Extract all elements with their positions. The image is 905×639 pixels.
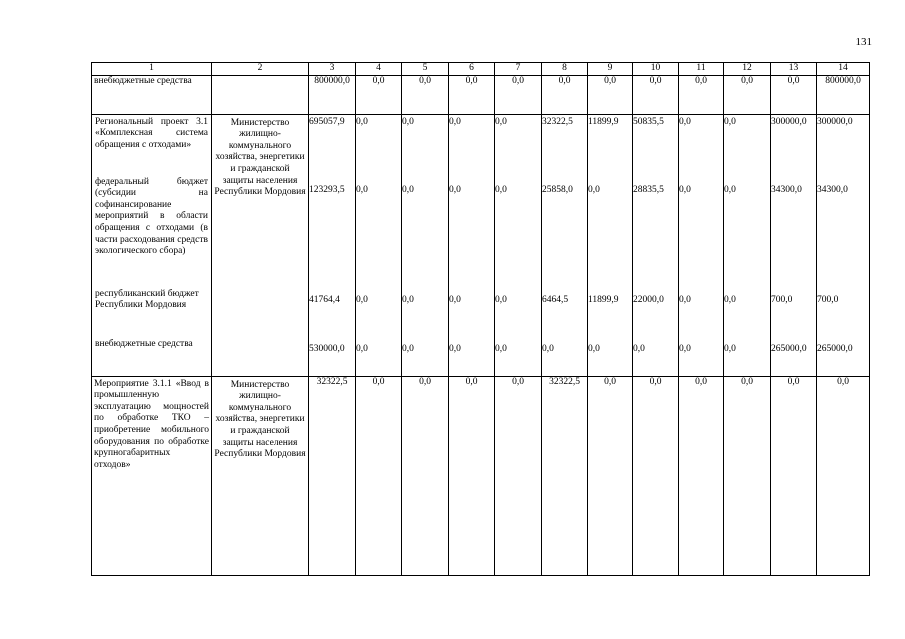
- value-column: [309, 114, 356, 376]
- responsible-executor: Министерство жилищно-коммунального хозяйства, энергетики и гражданской защиты населения Республики Мордовия: [212, 376, 309, 575]
- column-header: 4: [356, 63, 402, 76]
- value-cell: 0,0: [771, 376, 817, 575]
- value-cell: 34300,0: [771, 184, 802, 195]
- value-column: [356, 114, 402, 376]
- value-cell: 0,0: [402, 184, 414, 195]
- value-cell: 11899,9: [588, 116, 619, 127]
- value-cell: 0,0: [449, 294, 461, 305]
- row-label: федеральный бюджет (субсидии на софинансирование мероприятий в области обращения с отходами (в части расходования средств экологического сбора): [95, 176, 208, 257]
- value-cell: 0,0: [356, 376, 402, 575]
- value-cell: 0,0: [633, 376, 679, 575]
- row-label: Мероприятие 3.1.1 «Ввод в промышленную эксплуатацию мощностей по обработке ТКО – приобретение мобильного оборудования по обработке крупногабаритных отходов»: [92, 376, 212, 575]
- value-cell: 265000,0: [817, 343, 853, 354]
- row-label: Региональный проект 3.1 «Комплексная система обращения с отходами»: [95, 116, 208, 150]
- value-cell: 32322,5: [542, 116, 573, 127]
- value-cell: 0,0: [495, 184, 507, 195]
- value-column: [449, 114, 495, 376]
- value-cell: 0,0: [724, 294, 736, 305]
- value-cell: 800000,0: [817, 75, 870, 114]
- value-cell: 22000,0: [633, 294, 664, 305]
- value-cell: 300000,0: [817, 116, 853, 127]
- value-column: [817, 114, 870, 376]
- value-cell: 0,0: [679, 184, 691, 195]
- value-cell: 300000,0: [771, 116, 807, 127]
- value-cell: 0,0: [724, 184, 736, 195]
- value-cell: 0,0: [402, 294, 414, 305]
- value-cell: 0,0: [402, 75, 449, 114]
- value-cell: 0,0: [449, 75, 495, 114]
- value-column: [771, 114, 817, 376]
- column-header: 6: [449, 63, 495, 76]
- row-label: республиканский бюджет Республики Мордовия: [95, 288, 199, 311]
- value-cell: 0,0: [724, 75, 771, 114]
- value-cell: 0,0: [356, 184, 368, 195]
- value-cell: 6464,5: [542, 294, 569, 305]
- value-cell: 0,0: [495, 343, 507, 354]
- value-cell: 0,0: [449, 376, 495, 575]
- column-header: 1: [92, 63, 212, 76]
- value-cell: 0,0: [588, 184, 600, 195]
- value-cell: 0,0: [633, 343, 645, 354]
- value-cell: 0,0: [771, 75, 817, 114]
- value-cell: 0,0: [356, 343, 368, 354]
- budget-table: [91, 62, 870, 576]
- value-cell: 0,0: [356, 116, 368, 127]
- value-cell: 0,0: [449, 343, 461, 354]
- column-header: 5: [402, 63, 449, 76]
- value-cell: 0,0: [356, 75, 402, 114]
- value-cell: 695057,9: [309, 116, 345, 127]
- value-cell: 0,0: [495, 376, 542, 575]
- value-cell: 265000,0: [771, 343, 807, 354]
- value-cell: 800000,0: [309, 75, 356, 114]
- value-cell: 0,0: [724, 343, 736, 354]
- column-header: 13: [771, 63, 817, 76]
- value-cell: 700,0: [817, 294, 839, 305]
- column-header: 8: [542, 63, 588, 76]
- value-cell: 530000,0: [309, 343, 345, 354]
- value-cell: 0,0: [679, 75, 724, 114]
- column-header: 9: [588, 63, 633, 76]
- value-cell: 0,0: [495, 116, 507, 127]
- value-cell: 0,0: [817, 376, 870, 575]
- column-header: 10: [633, 63, 679, 76]
- value-cell: 0,0: [542, 343, 554, 354]
- value-column: [402, 114, 449, 376]
- value-cell: 34300,0: [817, 184, 848, 195]
- value-cell: 123293,5: [309, 184, 345, 195]
- value-cell: 32322,5: [542, 376, 588, 575]
- value-column: [633, 114, 679, 376]
- column-header: 7: [495, 63, 542, 76]
- value-cell: 0,0: [356, 294, 368, 305]
- table-row: [92, 114, 870, 376]
- value-column: [588, 114, 633, 376]
- row-label: внебюджетные средства: [92, 75, 212, 114]
- value-cell: 0,0: [542, 75, 588, 114]
- value-cell: 0,0: [588, 376, 633, 575]
- table-row: [92, 75, 870, 114]
- value-cell: 0,0: [495, 75, 542, 114]
- value-cell: 32322,5: [309, 376, 356, 575]
- value-cell: 11899,9: [588, 294, 619, 305]
- column-header: 11: [679, 63, 724, 76]
- row-label-group: [92, 114, 212, 376]
- value-cell: 0,0: [402, 343, 414, 354]
- value-cell: 28835,5: [633, 184, 664, 195]
- value-cell: 0,0: [495, 294, 507, 305]
- value-cell: 25858,0: [542, 184, 573, 195]
- value-cell: 0,0: [588, 75, 633, 114]
- responsible-executor: [212, 75, 309, 114]
- column-header: 2: [212, 63, 309, 76]
- value-cell: 0,0: [679, 343, 691, 354]
- value-cell: 0,0: [724, 116, 736, 127]
- column-header: 3: [309, 63, 356, 76]
- value-cell: 0,0: [588, 343, 600, 354]
- value-cell: 0,0: [724, 376, 771, 575]
- value-column: [679, 114, 724, 376]
- value-cell: 0,0: [679, 376, 724, 575]
- column-header: 14: [817, 63, 870, 76]
- value-cell: 41764,4: [309, 294, 340, 305]
- value-cell: 0,0: [679, 294, 691, 305]
- value-column: [542, 114, 588, 376]
- value-cell: 0,0: [402, 376, 449, 575]
- table-row: [92, 376, 870, 575]
- value-cell: 0,0: [679, 116, 691, 127]
- value-cell: 50835,5: [633, 116, 664, 127]
- responsible-executor: Министерство жилищно-коммунального хозяйства, энергетики и гражданской защиты населения Республики Мордовия: [212, 114, 309, 376]
- value-cell: 700,0: [771, 294, 793, 305]
- table-header-row: [92, 63, 870, 76]
- column-header: 12: [724, 63, 771, 76]
- value-cell: 0,0: [402, 116, 414, 127]
- value-column: [724, 114, 771, 376]
- value-cell: 0,0: [449, 184, 461, 195]
- page-number: 131: [855, 36, 872, 48]
- row-label: внебюджетные средства: [95, 338, 193, 349]
- value-cell: 0,0: [633, 75, 679, 114]
- value-cell: 0,0: [449, 116, 461, 127]
- value-column: [495, 114, 542, 376]
